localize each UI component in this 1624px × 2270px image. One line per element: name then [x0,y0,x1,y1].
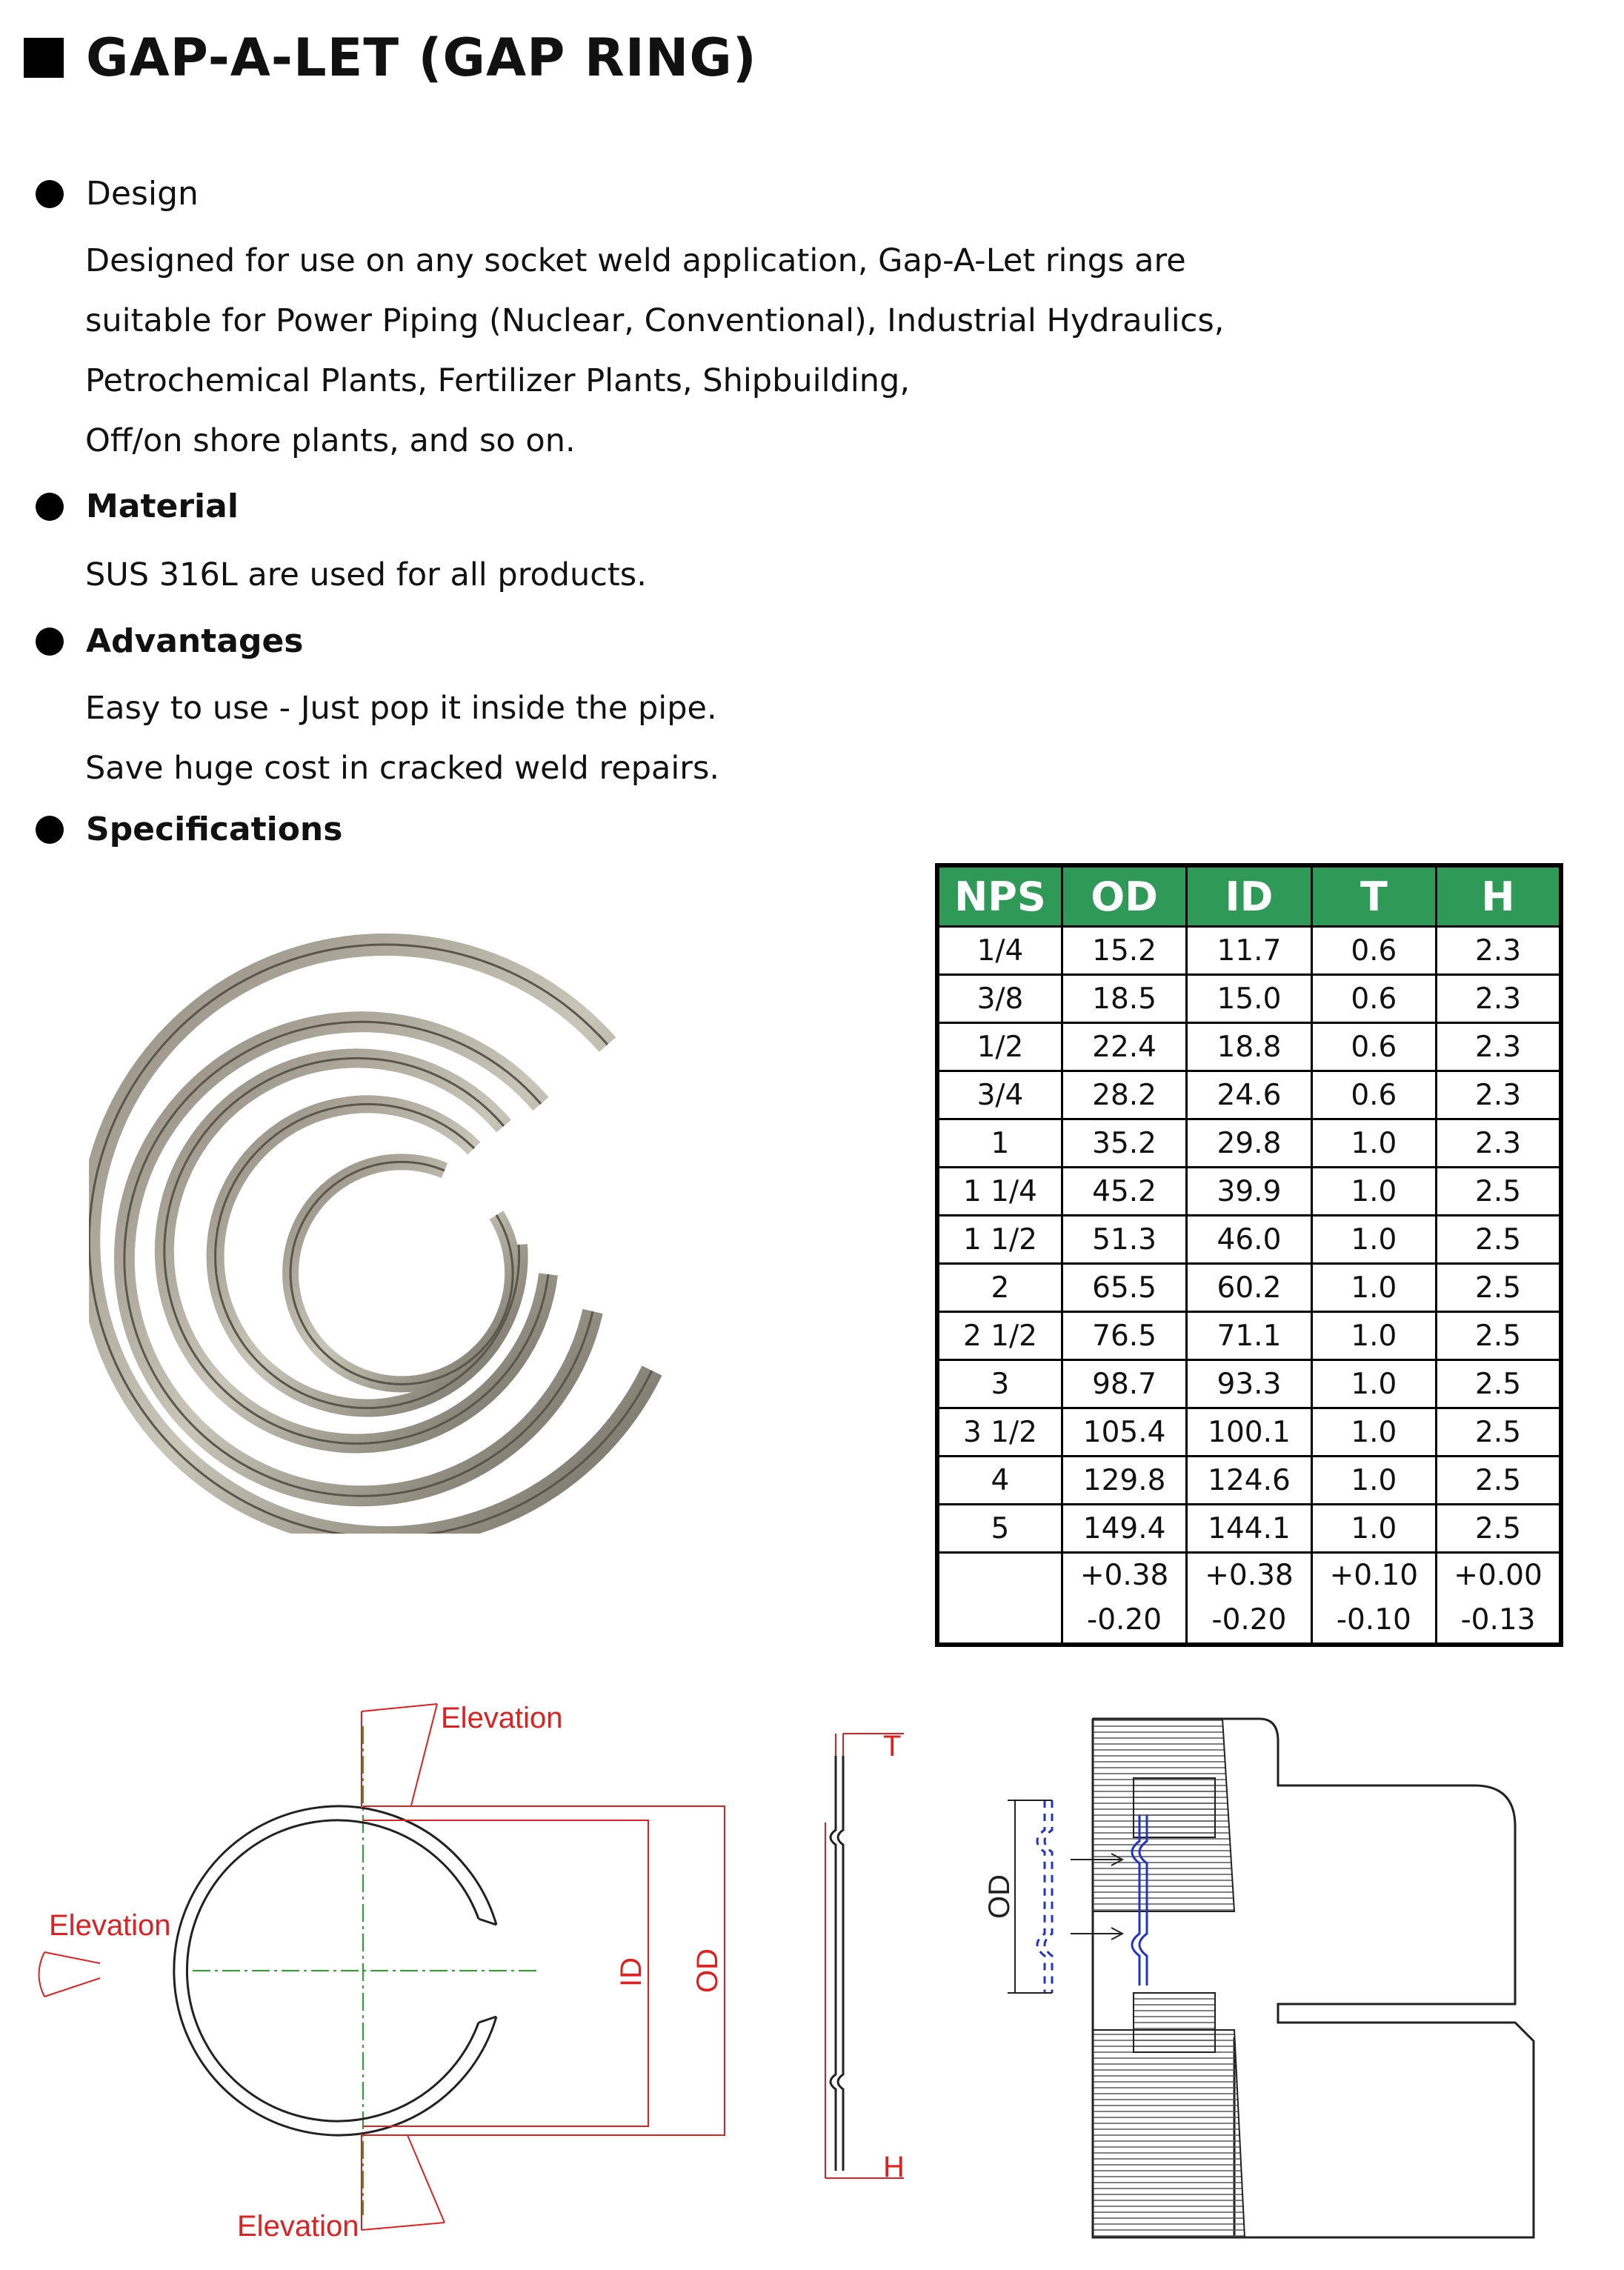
material-line: SUS 316L are used for all products. [85,556,647,593]
table-cell: 2.5 [1437,1264,1561,1312]
table-cell: 1 1/4 [937,1168,1062,1216]
tolerance-minus: -0.10 [1336,1603,1411,1637]
table-row [937,1505,1561,1553]
bullet-icon [36,816,64,844]
table-cell: 1.0 [1311,1457,1436,1505]
table-cell: 0.6 [1311,1023,1436,1071]
table-row [937,1023,1561,1071]
table-cell: 105.4 [1062,1408,1186,1457]
table-cell: 1.0 [1311,1216,1436,1264]
tolerance-row [937,1553,1561,1645]
ring-before-insert [1037,1800,1045,1993]
table-cell: 11.7 [1187,927,1311,975]
table-cell: 1 [937,1119,1062,1168]
section-heading-label: Advantages [86,622,304,660]
design-line: Petrochemical Plants, Fertilizer Plants, Shipbuilding, [85,362,910,399]
bullet-icon [36,180,64,208]
table-row [937,1408,1561,1457]
table-row [937,1071,1561,1119]
table-cell: 3/4 [937,1071,1062,1119]
table-cell: 76.5 [1062,1312,1186,1360]
table-cell: 2 [937,1264,1062,1312]
table-cell: 1.0 [1311,1168,1436,1216]
table-cell: 93.3 [1187,1360,1311,1408]
table-header-row [937,865,1561,927]
table-cell: 65.5 [1062,1264,1186,1312]
table-cell: 1.0 [1311,1119,1436,1168]
table-cell: 46.0 [1187,1216,1311,1264]
table-row [937,1457,1561,1505]
elevation-label-left: Elevation [49,1909,171,1942]
t-label: T [883,1730,902,1763]
section-heading-label: Design [86,175,199,213]
table-cell: 28.2 [1062,1071,1186,1119]
tolerance-minus: -0.20 [1211,1603,1287,1637]
table-cell: 124.6 [1187,1457,1311,1505]
socket-weld-section-drawing [963,1711,1556,2245]
table-cell: 24.6 [1187,1071,1311,1119]
column-header: H [1437,865,1561,927]
specifications-table [935,863,1563,1647]
table-row [937,1264,1561,1312]
gap-rings-photo [89,926,682,1534]
table-cell: 129.8 [1062,1457,1186,1505]
table-cell: 2.3 [1437,975,1561,1023]
table-row [937,975,1561,1023]
column-header: OD [1062,865,1186,927]
material-paragraph [85,545,647,605]
table-cell: 29.8 [1187,1119,1311,1168]
tolerance-plus: +0.38 [1205,1559,1294,1592]
table-cell: 1.0 [1311,1408,1436,1457]
section-heading-label: Specifications [86,811,343,848]
table-row [937,927,1561,975]
section-specifications-heading [36,811,342,848]
table-cell: 2.3 [1437,927,1561,975]
h-label: H [883,2151,905,2183]
table-cell: 35.2 [1062,1119,1186,1168]
table-cell: 5 [937,1505,1062,1553]
table-cell: 1.0 [1311,1360,1436,1408]
tolerance-cell [937,1553,1062,1645]
table-cell: 98.7 [1062,1360,1186,1408]
table-cell: 1.0 [1311,1312,1436,1360]
design-line: Off/on shore plants, and so on. [85,422,576,459]
table-cell: 144.1 [1187,1505,1311,1553]
table-cell: 22.4 [1062,1023,1186,1071]
table-cell: 2.5 [1437,1408,1561,1457]
section-material-heading [36,487,239,525]
bullet-icon [36,628,64,656]
section-design-heading [36,175,199,213]
table-cell: 2.3 [1437,1023,1561,1071]
fitting-wall-bottom [1093,2030,1245,2237]
table-cell: 2.5 [1437,1168,1561,1216]
tolerance-cell [1062,1553,1186,1645]
column-header: ID [1187,865,1311,927]
table-cell: 2.3 [1437,1071,1561,1119]
design-line: suitable for Power Piping (Nuclear, Conventional), Industrial Hydraulics, [85,302,1225,339]
table-cell: 18.8 [1187,1023,1311,1071]
table-cell: 45.2 [1062,1168,1186,1216]
table-cell: 60.2 [1187,1264,1311,1312]
profile-outer-edge [831,1756,836,2171]
table-cell: 1/4 [937,927,1062,975]
table-cell: 2 1/2 [937,1312,1062,1360]
table-row [937,1168,1561,1216]
table-row [937,1360,1561,1408]
section-advantages-heading [36,622,304,660]
table-cell: 3 1/2 [937,1408,1062,1457]
tolerance-plus: +0.00 [1454,1559,1543,1592]
table-cell: 0.6 [1311,927,1436,975]
table-cell: 71.1 [1187,1312,1311,1360]
table-cell: 0.6 [1311,975,1436,1023]
table-cell: 15.2 [1062,927,1186,975]
table-cell: 51.3 [1062,1216,1186,1264]
elevation-label-bottom: Elevation [237,2210,359,2243]
tolerance-minus: -0.20 [1087,1603,1162,1637]
advantages-paragraph [85,679,719,799]
profile-inner-edge [838,1756,843,2171]
table-cell: 3 [937,1360,1062,1408]
table-row [937,1119,1561,1168]
od-label-section: OD [983,1874,1016,1919]
table-cell: 3/8 [937,975,1062,1023]
table-cell: 18.5 [1062,975,1186,1023]
table-row [937,1216,1561,1264]
table-cell: 2.3 [1437,1119,1561,1168]
table-row [937,1312,1561,1360]
tolerance-minus: -0.13 [1460,1603,1536,1637]
table-cell: 1.0 [1311,1505,1436,1553]
tolerance-plus: +0.10 [1329,1559,1419,1592]
tolerance-cell [1437,1553,1561,1645]
table-cell: 2.5 [1437,1505,1561,1553]
table-cell: 0.6 [1311,1071,1436,1119]
ring-profile-drawing [815,1726,919,2200]
ring-front-view-drawing [22,1697,763,2245]
id-dimension-line [363,1820,648,2126]
table-cell: 100.1 [1187,1408,1311,1457]
design-line: Designed for use on any socket weld application, Gap-A-Let rings are [85,242,1186,279]
tolerance-plus: +0.38 [1079,1559,1169,1592]
tolerance-cell [1187,1553,1311,1645]
title-square-icon [24,38,64,78]
tolerance-cell [1311,1553,1436,1645]
table-cell: 2.5 [1437,1360,1561,1408]
design-paragraph [85,231,1224,471]
table-cell: 1 1/2 [937,1216,1062,1264]
table-cell: 15.0 [1187,975,1311,1023]
table-cell: 1/2 [937,1023,1062,1071]
elevation-label-top: Elevation [441,1702,563,1734]
table-cell: 39.9 [1187,1168,1311,1216]
section-heading-label: Material [86,487,239,525]
table-cell: 1.0 [1311,1264,1436,1312]
advantages-line: Save huge cost in cracked weld repairs. [85,750,720,787]
id-label: ID [615,1957,648,1987]
bullet-icon [36,493,64,521]
table-cell: 2.5 [1437,1457,1561,1505]
advantages-line: Easy to use - Just pop it inside the pipe. [85,690,717,727]
table-cell: 4 [937,1457,1062,1505]
page-title-text: GAP-A-LET (GAP RING) [86,27,757,88]
od-label: OD [691,1948,724,1993]
table-cell: 2.5 [1437,1216,1561,1264]
page-title [24,21,757,95]
table-cell: 2.5 [1437,1312,1561,1360]
table-cell: 149.4 [1062,1505,1186,1553]
column-header: T [1311,865,1436,927]
column-header: NPS [937,865,1062,927]
